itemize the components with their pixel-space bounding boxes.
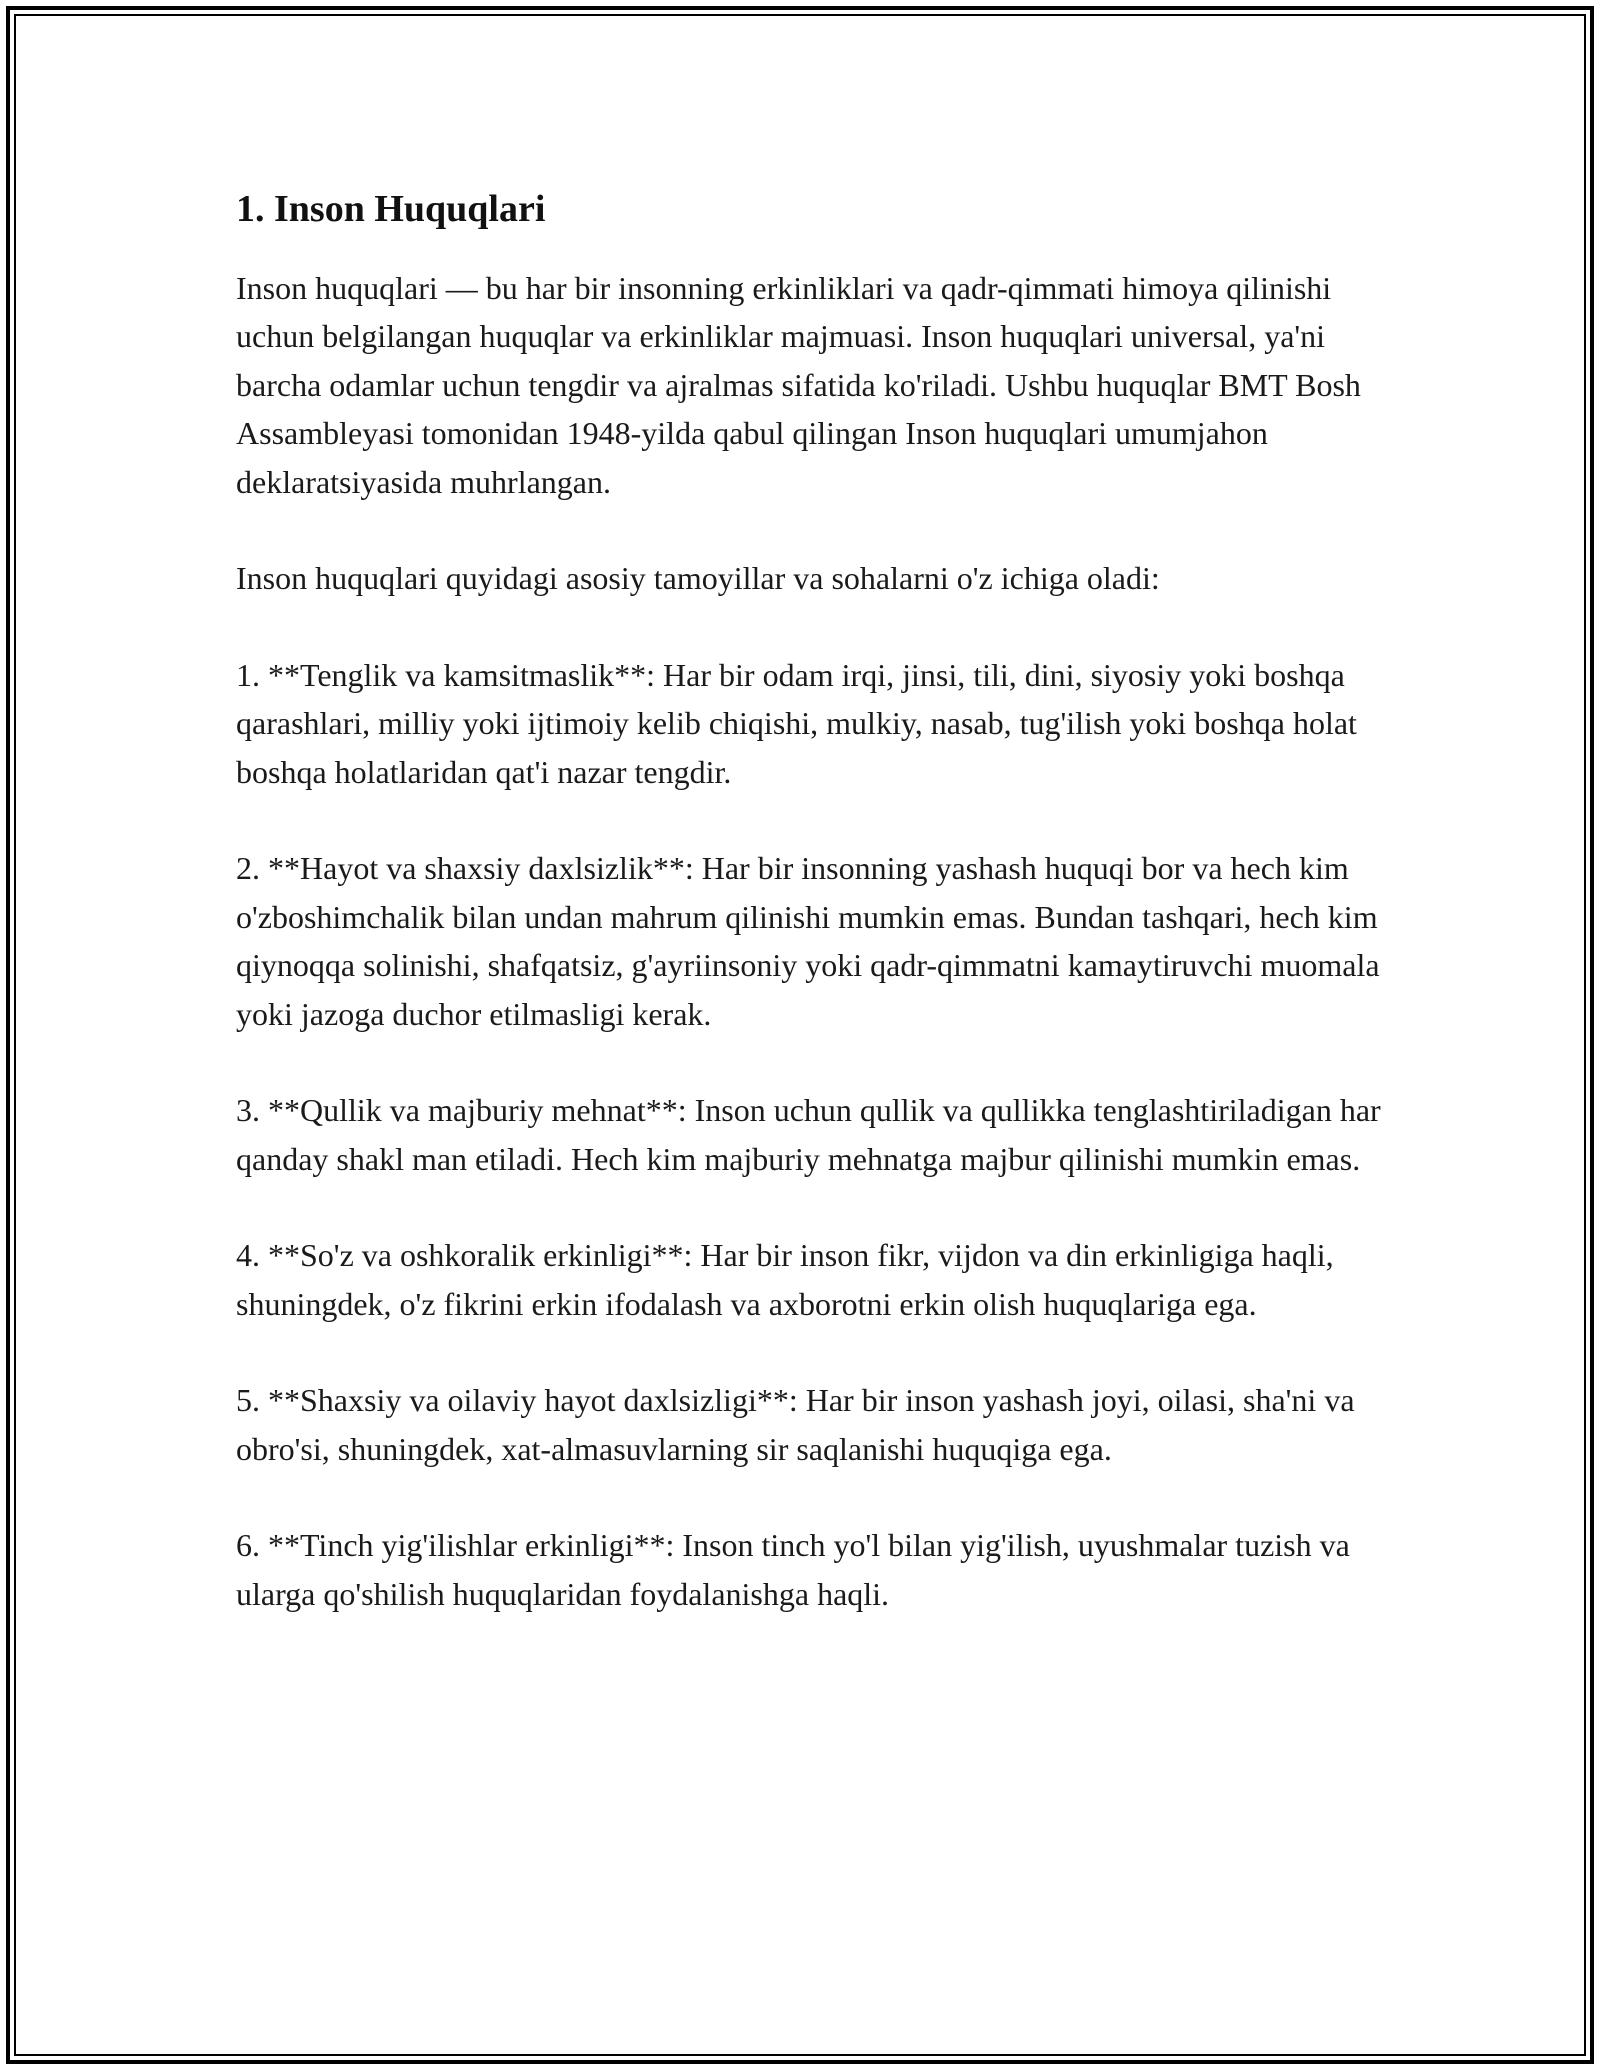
list-item-speech-freedom: 4. **So'z va oshkoralik erkinligi**: Har bir inson fikr, vijdon va din erkinligiga haqli, shuningdek, o'z fikrini erkin ifodalash va axborotni erkin olish huquqlariga ega. xyxy=(236,1237,1334,1322)
list-item-equality: 1. **Tenglik va kamsitmaslik**: Har bir odam irqi, jinsi, tili, dini, siyosiy yoki boshqa qarashlari, milliy yoki ijtimoiy kelib chiqishi, mulkiy, nasab, tug'ilish yoki boshqa holat boshqa holatlaridan qat'i nazar tengdir. xyxy=(236,656,1357,790)
list-item-slavery-forced-labor: 3. **Qullik va majburiy mehnat**: Inson uchun qullik va qullikka tenglashtiriladigan har qanday shakl man etiladi. Hech kim majburiy mehnatga majbur qilinishi mumkin emas. xyxy=(236,1092,1381,1177)
document-body xyxy=(236,186,1386,1666)
document-title: 1. Inson Huquqlari xyxy=(236,188,546,230)
intro-paragraph: Inson huquqlari — bu har bir insonning erkinliklari va qadr-qimmati himoya qilinishi uchun belgilangan huquqlar va erkinliklar majmuasi. Inson huquqlari universal, ya'ni barcha odamlar uchun tengdir va ajralmas sifatida ko'riladi. Ushbu huquqlar BMT Bosh Assambleyasi tomonidan 1948-yilda qabul qilingan Inson huquqlari umumjahon deklaratsiyasida muhrlangan. xyxy=(236,269,1361,500)
list-item-peaceful-assembly: 6. **Tinch yig'ilishlar erkinligi**: Inson tinch yo'l bilan yig'ilish, uyushmalar tuzish va ularga qo'shilish huquqlaridan foydalanishga haqli. xyxy=(236,1527,1350,1612)
list-item-private-family-life: 5. **Shaxsiy va oilaviy hayot daxlsizligi**: Har bir inson yashash joyi, oilasi, sha'ni va obro'si, shuningdek, xat-almasuvlarning sir saqlanishi huquqiga ega. xyxy=(236,1382,1355,1467)
list-item-life-inviolability: 2. **Hayot va shaxsiy daxlsizlik**: Har bir insonning yashash huquqi bor va hech kim o'zboshimchalik bilan undan mahrum qilinishi mumkin emas. Bundan tashqari, hech kim qiynoqqa solinishi, shafqatsiz, g'ayriinsoniy yoki qadr-qimmatni kamaytiruvchi muomala yoki jazoga duchor etilmasligi kerak. xyxy=(236,850,1380,1032)
principles-lead-paragraph: Inson huquqlari quyidagi asosiy tamoyillar va sohalarni o'z ichiga oladi: xyxy=(236,560,1160,596)
